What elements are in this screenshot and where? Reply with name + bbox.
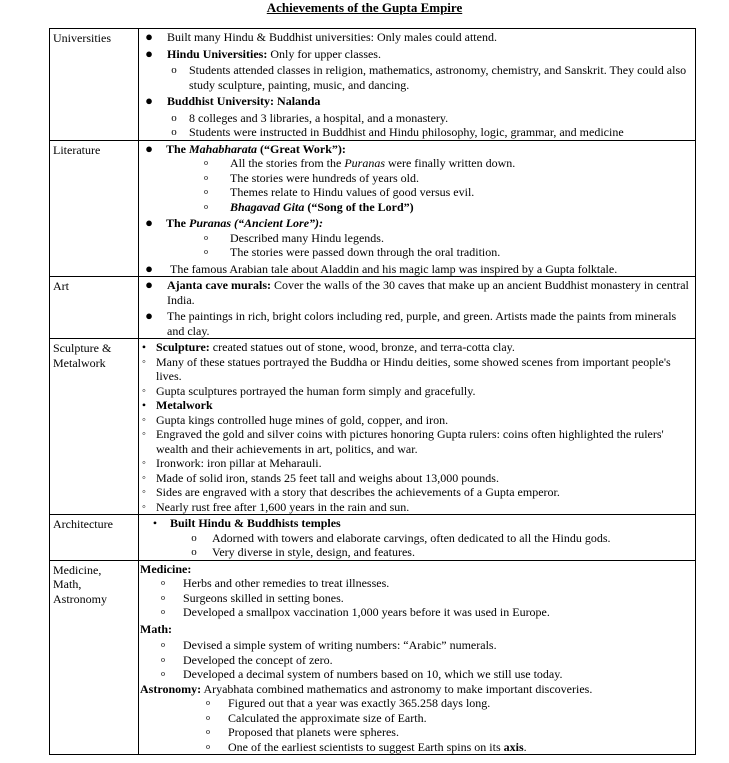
list-item xyxy=(139,545,693,560)
list-item xyxy=(139,340,693,355)
section-heading xyxy=(140,682,693,697)
list-item xyxy=(139,262,693,277)
small-circle-bullet-icon: o xyxy=(161,669,165,678)
small-circle-bullet-icon: o xyxy=(206,741,210,751)
line-text: Nearly rust free after 1,600 years in the rain and sun. xyxy=(156,499,410,514)
bullet-icon: • xyxy=(141,340,147,354)
list-item xyxy=(140,605,693,620)
line-bold: Hindu Universities: xyxy=(167,46,268,61)
circle-bullet-icon: o xyxy=(191,546,197,558)
medicine-heading: Medicine: xyxy=(140,561,192,576)
category-line: Metalwork xyxy=(53,355,106,370)
line-text: All the stories from the xyxy=(230,156,345,170)
content-cell xyxy=(139,339,696,515)
small-circle-bullet-icon: o xyxy=(161,607,165,616)
bullet-icon: ● xyxy=(145,215,153,230)
line-italic: Puranas xyxy=(344,156,385,170)
line-text: created statues out of stone, wood, bronze, and terra-cotta clay. xyxy=(209,340,515,354)
small-circle-bullet-icon: o xyxy=(204,158,208,167)
line-text: Gupta kings controlled huge mines of gold, copper, and iron. xyxy=(156,412,449,427)
category-line: Sculpture & xyxy=(53,341,112,355)
circle-bullet-icon: ◦ xyxy=(142,471,146,484)
small-circle-bullet-icon: o xyxy=(206,712,210,722)
list-item xyxy=(139,63,693,92)
small-circle-bullet-icon: o xyxy=(204,201,208,211)
list-item xyxy=(139,216,693,231)
line-italic: Puranas (“Ancient Lore”): xyxy=(189,216,324,230)
category-cell: Literature xyxy=(50,140,139,277)
line-text: Made of solid iron, stands 25 feet tall and weighs about 13,000 pounds. xyxy=(156,470,499,485)
row-medicine-math-astronomy xyxy=(50,560,696,755)
small-circle-bullet-icon: o xyxy=(204,172,208,182)
list-item xyxy=(139,278,693,307)
list-item xyxy=(139,142,693,157)
list-item xyxy=(139,47,693,62)
small-circle-bullet-icon: o xyxy=(206,698,210,707)
category-cell xyxy=(50,339,139,515)
line-text: Students attended classes in religion, mathematics, astronomy, chemistry, and Sanskrit. They could also study sculpture, painting, music, and dancing. xyxy=(189,63,687,92)
line-text: . xyxy=(523,739,527,754)
line-text: (“Song of the Lord”) xyxy=(304,199,414,214)
circle-bullet-icon: o xyxy=(171,126,177,138)
line-text: Only for upper classes. xyxy=(267,46,381,61)
line-bold: Sculpture: xyxy=(156,340,210,354)
category-cell: Architecture xyxy=(50,515,139,561)
small-circle-bullet-icon: o xyxy=(161,640,165,649)
line-text: Themes relate to Hindu values of good versus evil. xyxy=(230,185,475,199)
achievements-table xyxy=(49,28,696,755)
list-item xyxy=(139,471,693,486)
list-item xyxy=(139,185,693,200)
list-item xyxy=(140,591,693,606)
line-text: The stories were passed down through the oral tradition. xyxy=(230,245,501,259)
small-circle-bullet-icon: o xyxy=(161,654,165,664)
line-text: Developed a smallpox vaccination 1,000 years before it was used in Europe. xyxy=(183,605,550,619)
line-text: Herbs and other remedies to treat illnesses. xyxy=(183,576,390,590)
content-cell xyxy=(139,515,696,561)
line-text: The stories were hundreds of years old. xyxy=(230,170,419,185)
bullet-icon: • xyxy=(152,516,158,530)
line-text: Gupta sculptures portrayed the human form simply and gracefully. xyxy=(156,383,476,398)
line-text: The xyxy=(166,141,190,156)
line-text: Proposed that planets were spheres. xyxy=(228,725,399,739)
content-cell xyxy=(139,29,696,141)
bullet-icon: ● xyxy=(145,277,153,292)
content-cell xyxy=(139,560,696,755)
content-cell xyxy=(139,140,696,277)
line-text: Many of these statues portrayed the Buddha or Hindu deities, some showed scenes from important people's lives. xyxy=(156,354,671,383)
line-text: The paintings in rich, bright colors including red, purple, and green. Artists made the paints from minerals and clay. xyxy=(167,309,677,338)
small-circle-bullet-icon: o xyxy=(161,578,165,587)
line-text: (“Great Work”): xyxy=(257,141,346,156)
line-text: Engraved the gold and silver coins with pictures honoring Gupta rulers: coins often highlighted the rulers' wealth and their achievements in art, politics, and war. xyxy=(156,427,664,456)
bullet-icon: ● xyxy=(145,93,153,108)
list-item xyxy=(139,516,693,531)
line-text: Ironwork: iron pillar at Meharauli. xyxy=(156,456,322,470)
list-item xyxy=(139,309,693,338)
list-item xyxy=(139,384,693,399)
page-title: Achievements of the Gupta Empire xyxy=(266,0,463,15)
list-item xyxy=(139,456,693,471)
line-text: Developed a decimal system of numbers based on 10, which we still use today. xyxy=(183,667,563,681)
list-item xyxy=(140,740,693,755)
circle-bullet-icon: o xyxy=(171,64,177,76)
line-text: The famous Arabian tale about Aladdin and his magic lamp was inspired by a Gupta folktale. xyxy=(170,261,618,276)
line-text: Built many Hindu & Buddhist universities: Only males could attend. xyxy=(167,30,497,44)
row-literature xyxy=(50,140,696,277)
list-item xyxy=(140,653,693,668)
circle-bullet-icon: ◦ xyxy=(142,457,146,469)
line-text: Sides are engraved with a story that describes the achievements of a Gupta emperor. xyxy=(156,485,560,499)
line-text: Figured out that a year was exactly 365.258 days long. xyxy=(228,696,491,710)
row-sculpture-metalwork xyxy=(50,339,696,515)
line-text: One of the earliest scientists to suggest Earth spins on its xyxy=(228,739,504,754)
list-item xyxy=(139,30,693,45)
line-bold: Ajanta cave murals: xyxy=(167,278,271,292)
category-cell: Universities xyxy=(50,29,139,141)
circle-bullet-icon: o xyxy=(171,111,177,124)
circle-bullet-icon: ◦ xyxy=(142,355,146,368)
line-text: 8 colleges and 3 libraries, a hospital, and a monastery. xyxy=(189,110,449,125)
line-text: Devised a simple system of writing numbers: “Arabic” numerals. xyxy=(183,638,497,652)
list-item xyxy=(139,171,693,186)
circle-bullet-icon: ◦ xyxy=(142,486,146,498)
circle-bullet-icon: ◦ xyxy=(142,384,146,397)
line-bold: Metalwork xyxy=(156,398,213,412)
row-architecture xyxy=(50,515,696,561)
line-text: were finally written down. xyxy=(384,156,516,170)
category-line: Medicine, xyxy=(53,562,102,577)
astronomy-heading: Astronomy: xyxy=(140,681,202,696)
bullet-icon: ● xyxy=(145,308,153,323)
line-text: Developed the concept of zero. xyxy=(183,652,333,667)
list-item xyxy=(140,725,693,740)
small-circle-bullet-icon: o xyxy=(204,187,208,196)
bullet-icon: ● xyxy=(145,45,153,61)
circle-bullet-icon: ◦ xyxy=(142,413,146,426)
line-italic: Bhagavad Gita xyxy=(230,199,305,214)
content-cell xyxy=(139,277,696,339)
category-cell xyxy=(50,560,139,755)
list-item xyxy=(139,355,693,384)
category-line: Astronomy xyxy=(53,591,107,606)
line-text: Described many Hindu legends. xyxy=(230,230,384,245)
list-item xyxy=(140,711,693,726)
line-text: The xyxy=(166,216,190,230)
line-italic: Mahabharata xyxy=(189,141,258,156)
list-item xyxy=(139,413,693,428)
line-text: Aryabhata combined mathematics and astronomy to make important discoveries. xyxy=(201,681,593,696)
list-item xyxy=(139,398,693,413)
small-circle-bullet-icon: o xyxy=(204,232,208,242)
list-item xyxy=(140,576,693,591)
small-circle-bullet-icon: o xyxy=(161,592,165,602)
list-item xyxy=(139,500,693,515)
list-item xyxy=(139,245,693,260)
bullet-icon: ● xyxy=(145,140,153,156)
list-item xyxy=(140,638,693,653)
math-heading: Math: xyxy=(140,621,172,636)
list-item xyxy=(139,531,693,546)
section-heading xyxy=(140,562,693,577)
category-cell: Art xyxy=(50,277,139,339)
circle-bullet-icon: o xyxy=(191,531,197,544)
line-text: Adorned with towers and elaborate carvings, often dedicated to all the Hindu gods. xyxy=(212,530,611,545)
line-text: Cover the walls of the 30 caves that make up an ancient Buddhist monastery in central India. xyxy=(167,278,689,307)
list-item xyxy=(139,427,693,456)
list-item xyxy=(139,485,693,500)
bullet-icon: ● xyxy=(145,260,153,276)
list-item xyxy=(140,696,693,711)
small-circle-bullet-icon: o xyxy=(204,247,208,256)
list-item xyxy=(139,111,693,126)
section-heading xyxy=(140,622,693,637)
bullet-icon: ● xyxy=(145,29,153,44)
bullet-icon: • xyxy=(141,398,147,412)
row-art xyxy=(50,277,696,339)
list-item xyxy=(139,125,693,140)
small-circle-bullet-icon: o xyxy=(206,727,210,736)
line-text: Surgeons skilled in setting bones. xyxy=(183,590,344,605)
line-text: Students were instructed in Buddhist and Hindu philosophy, logic, grammar, and medicine xyxy=(189,125,624,139)
line-text: Calculated the approximate size of Earth. xyxy=(228,710,427,725)
list-item xyxy=(139,200,693,215)
circle-bullet-icon: ◦ xyxy=(142,500,146,513)
line-bold: Buddhist University: Nalanda xyxy=(167,94,321,108)
list-item xyxy=(139,231,693,246)
line-bold: axis xyxy=(503,739,524,754)
line-bold: Built Hindu & Buddhists temples xyxy=(170,516,341,530)
circle-bullet-icon: ◦ xyxy=(142,428,146,440)
row-universities xyxy=(50,29,696,141)
list-item xyxy=(139,94,693,109)
list-item xyxy=(140,667,693,682)
list-item xyxy=(139,156,693,171)
category-line: Math, xyxy=(53,577,82,591)
line-text: Very diverse in style, design, and features. xyxy=(212,545,415,559)
